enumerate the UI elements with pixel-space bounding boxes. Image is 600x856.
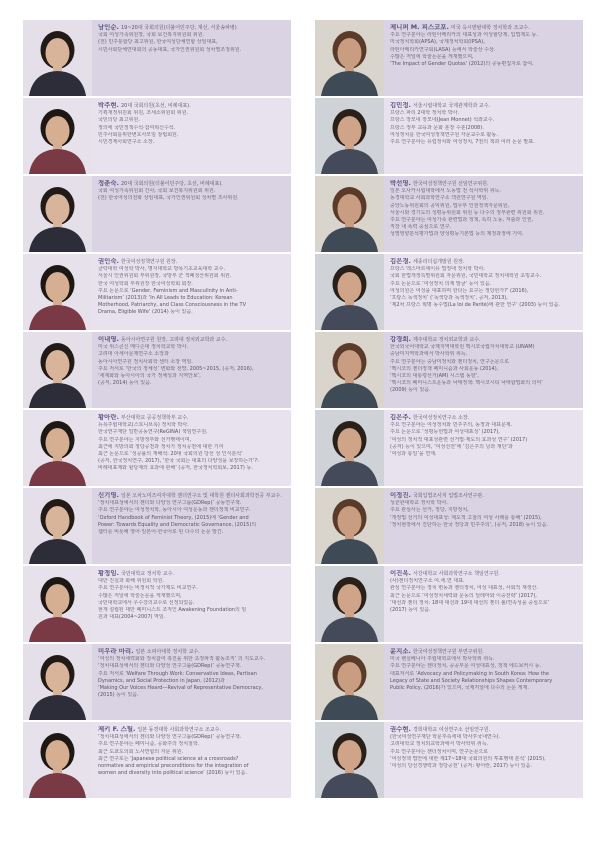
profile-card	[315, 254, 583, 330]
profile-bio	[384, 176, 583, 252]
portrait-image	[23, 332, 92, 408]
bio-first-line	[390, 570, 578, 578]
bio-line: 주요 연구분야는 유럽정치와 여성정치, 7권의 책과 여러 논문 발표.	[390, 139, 535, 146]
bio-line: 국회 한법개정특별위원회 자문위원, 국민대학교 정치대학원 초빙교수.	[390, 273, 542, 280]
bio-first-line	[98, 648, 286, 656]
profile-card	[23, 176, 291, 252]
bio-line: normative and empirical preconditions for the integration of	[98, 763, 249, 770]
portrait-image	[23, 488, 92, 564]
portrait-photo	[23, 20, 92, 96]
bio-line: 중앙노동위원회의 공익위원, 법무부 인권정책자문위원,	[390, 202, 510, 209]
bio-line: (2009) 등이 있음.	[390, 387, 431, 394]
portrait-photo	[315, 20, 384, 96]
bio-line: ‘정치현장에서 진단하는 한국 정당과 민주주의’, (공저, 2018) 등이 있음.	[390, 521, 549, 528]
bio-line: 국회 여성가족위원회 간사, 국회 보건복지위원회 위원.	[98, 188, 216, 195]
bio-line: 주요 논문으로 ‘성평등헌법과 여성대표성’ (2017),	[390, 429, 500, 436]
bio-line: ‘개정법 선거의 여성대표성: 제도적 고찰의 여성 사례를 통해’ (2015),	[390, 514, 542, 521]
bio-line: 주요 연구분야는 지방정부와 선거행태이며,	[98, 436, 192, 443]
person-name: 박주현.	[98, 102, 119, 109]
portrait-photo	[23, 332, 92, 408]
portrait-image	[315, 20, 384, 96]
profile-card	[315, 332, 583, 408]
bio-line: 수많은 저널에 학술논문을 게재했으며,	[98, 592, 182, 599]
bio-line: 대만 진실과 화해 위원회 학원.	[98, 578, 164, 585]
profile-bio	[384, 644, 583, 720]
bio-line: 한국여성정책연구원 선임연구위원.	[412, 181, 489, 187]
bio-line: 주요 연구분야는 여성정치학, 동아시아 여성운동과 젠더정책 비교연구.	[98, 507, 251, 514]
bio-line: 비례대표제와 할당제의 효과에 관해’ (공저, 한국정치학회보, 2017) 등.	[98, 465, 253, 472]
bio-first-line	[98, 570, 286, 578]
bio-line: (한국여성연구재단 학문후속세대 박사후국내연수).	[390, 734, 501, 741]
bio-line: 현재 설립된 대만 페미니스트 조직인 Awakening Foundation의 임	[98, 607, 247, 614]
portrait-photo	[315, 566, 384, 642]
bio-line: 주요 연구분야는 젠더정치이며, 연구논문으로	[390, 748, 489, 755]
portrait-photo	[315, 98, 384, 174]
profile-bio	[384, 488, 583, 564]
portrait-photo	[23, 722, 92, 798]
person-name: 이정진.	[390, 492, 411, 499]
profile-bio	[92, 176, 291, 252]
profile-bio	[384, 20, 583, 96]
bio-line: 국민의당 최고위원.	[98, 117, 140, 124]
portrait-image	[315, 176, 384, 252]
profile-card	[23, 332, 291, 408]
bio-first-line	[390, 258, 578, 266]
person-name: 권수현.	[390, 726, 411, 733]
bio-line: 주요 연구분야는 라틴아메리카의 대표성과 여성할당제, 입법제도 등.	[390, 32, 538, 39]
bio-line: 주요 연구분야는 여성가족 관련법과 정책, 특히 노동, 저출과 인권,	[390, 217, 534, 224]
bio-line: 주요 저서로 ‘한국의 정체성’ 변화와 전망, 2005~2015, (공저, 2016),	[98, 365, 254, 372]
portrait-photo	[315, 644, 384, 720]
bio-line: (2017) 등이 있음.	[390, 607, 431, 614]
bio-line: 주요 논문으로 ‘여성정치 의제 발굴’ 등이 있음.	[390, 280, 492, 287]
person-name: 김은경.	[390, 258, 411, 265]
bio-line: 기획재정위원회 위원, 조세소위원회 위원.	[98, 110, 189, 117]
person-name: 이내영.	[98, 336, 119, 343]
bio-line: 주요 연구분야는 젠더정치, 공공부문 여성대표성, 정책 에드보커시 등.	[390, 663, 542, 670]
bio-line: 미국정치학회(APSA), 국제정치학회(IPSA),	[390, 39, 485, 46]
bio-line: ‘정치대표성에서의 젠더와 다양성 연구그룹(GDRep)’ 공동연구책.	[98, 734, 242, 741]
profile-card	[23, 566, 291, 642]
portrait-image	[315, 488, 384, 564]
bio-line: 주요 연구분야는 페미니즘, 공화주의 정치철학.	[98, 741, 200, 748]
bio-line: 시민사회단체연대회의 공동대표, 국가인권위원회 성차별조정위원.	[98, 46, 242, 53]
bio-line: Drama, Eligible Wife’ (2014) 등이 있음.	[98, 309, 193, 316]
profile-card	[315, 644, 583, 720]
bio-line: 여성의원은 여성을 대표하며 한다는 요구는 정당한가?’ (2016),	[390, 287, 529, 294]
bio-first-line	[98, 24, 286, 32]
bio-line: 민주사회를위한변호사모임 창립회원.	[98, 131, 179, 138]
portrait-photo	[315, 488, 384, 564]
bio-line: 대표저서로 ‘Advocacy and Policymaking in South Korea: How the	[390, 670, 549, 677]
bio-line: 주요 연구분야는 비정치적 국가제도 비교연구.	[98, 585, 198, 592]
bio-line: ‘Making Our Voices Heard―Revival of Representative Democracy,	[98, 685, 263, 692]
bio-first-line	[390, 102, 578, 110]
portrait-image	[23, 410, 92, 486]
bio-line: ‘여성의 당선경쟁력과 정당공천’ (공저: 황아란, 2017) 등이 있음.	[390, 763, 533, 770]
bio-line: 국회입법조사처 입법조사연구관.	[412, 493, 484, 499]
portrait-photo	[23, 176, 92, 252]
bio-line: 20대 국회의원(초선, 비례대표).	[120, 103, 191, 109]
bio-line: 미국 옥시덴탈대학 정치학과 조교수.	[450, 25, 530, 31]
portrait-image	[315, 332, 384, 408]
bio-line: 경희대학교 여성연구소 선임연구원.	[412, 727, 491, 733]
bio-line: 19~20대 국회의원(더불어민주당, 재선, 서울송파병)	[120, 25, 237, 31]
bio-line: 주요 저서로 ‘Welfare Through Work: Conservative Ideas, Partisan	[98, 670, 257, 677]
bio-line: 일본 소피아대학 정치학 교수.	[135, 649, 200, 655]
person-name: 박선영.	[390, 180, 411, 187]
portrait-image	[315, 254, 384, 330]
bio-line: Power: Towards Equality and Democratic Governance, (2015)의	[98, 521, 257, 528]
bio-line: 직장 내 폭력 중심으로 연구.	[390, 224, 452, 231]
bio-line: 중남미지역학과에서 박사학위 취득.	[390, 351, 468, 358]
portrait-image	[23, 176, 92, 252]
profile-card	[23, 644, 291, 720]
person-name: 이진옥.	[390, 570, 411, 577]
portrait-image	[23, 566, 92, 642]
portrait-photo	[315, 176, 384, 252]
bio-line: 주요 연구분야는 중남미정치와 젠더정치, 연구논문으로	[390, 358, 510, 365]
bio-line: 주요 논문으로 ‘Gender, Feminism and Masculinity in Anti-	[98, 287, 238, 294]
bio-line: ‘정치대표성에서의 젠더와 다양성 연구그룹(GDRep)’ 공동연구책.	[98, 500, 242, 507]
person-name: 황정임.	[98, 570, 119, 577]
bio-line: 부산대학교 공공정책학부 교수.	[120, 415, 189, 421]
profile-card	[315, 410, 583, 486]
bio-line: 서울시 인권위원회 부위원장, 국방부 군 적폐청산위원회 위원.	[98, 273, 232, 280]
person-name: 정춘숙.	[98, 180, 119, 187]
bio-line: Militarism’ (2013)과 ‘In All Leads to Education: Korean	[98, 295, 233, 302]
bio-line: 성균관대학교 정치학 박사.	[390, 500, 448, 507]
profile-bio	[384, 722, 583, 798]
bio-line: 최근 연구로는 ‘Japanese political science at a crossroads?	[98, 755, 239, 762]
bio-line: (전) 한국여성의전화 상임대표, 국가인권위원회 성차별 조사위원.	[98, 195, 239, 202]
bio-line: 챕터를 비롯해 영어·일본어·한국어로 된 다수의 논문 발간.	[98, 529, 224, 536]
bio-line: 일본 오차노미즈여자대학 젠더연구소 및 대학원 젠더사회과학전공 부교수.	[120, 493, 282, 499]
profile-bio	[384, 98, 583, 174]
bio-line: 동아시아연구원 원장, 고려대 정치외교학과 교수.	[120, 337, 228, 343]
person-name: 강경희.	[390, 336, 411, 343]
profile-bio	[92, 20, 291, 96]
bio-line: 한국 여성학회 부위원장 한국여성학회 회장.	[98, 280, 193, 287]
portrait-photo	[23, 410, 92, 486]
bio-line: 여성정치를 한국여성정책연구원 자문교수로 활동.	[390, 131, 498, 138]
bio-line: 한국외국어대학교 국제지역대학원 멕시코국립자치대학교 (UNAM)	[390, 344, 535, 351]
person-name: 김민정.	[390, 102, 411, 109]
bio-line: 제주대학교 정치외교학과 교수.	[412, 337, 481, 343]
profile-bio	[92, 410, 291, 486]
bio-first-line	[390, 24, 578, 32]
profile-card	[315, 20, 583, 96]
bio-first-line	[98, 414, 286, 422]
bio-first-line	[390, 648, 578, 656]
bio-line: 미국 위스콘신 메디슨대 정치학교학 박사.	[98, 344, 189, 351]
bio-line: Legacy of State and Society Relationships Shapes Contemporary	[390, 677, 553, 684]
profile-card	[315, 488, 583, 564]
bio-line: 미국 펜실베니아 주립대학교에서 박사학위 취득.	[390, 656, 495, 663]
bio-line: 수많은 저널에 학술논문을 게재했으며,	[390, 53, 474, 60]
portrait-image	[315, 566, 384, 642]
profile-card	[23, 20, 291, 96]
bio-line: (전) 민주통합당 최고위원, 한국여성단체연합 상임대표,	[98, 39, 218, 46]
person-name: 제키 F. 스틸.	[98, 726, 136, 733]
bio-line: 국민대학교에서 우수강의교수로 선정되었음.	[98, 599, 195, 606]
bio-first-line	[98, 258, 286, 266]
bio-line: 세종리더십개발원 원장.	[412, 259, 465, 265]
bio-line: ‘여성의 정치세력화와 정치참여 촉진을 위한 초정파적 활동조직’ 의 지도교수.	[98, 656, 266, 663]
bio-line: 동아시아연구원 정치사회학 센터 소장 역임.	[98, 358, 193, 365]
profile-card	[23, 722, 291, 798]
bio-line: ‘정치대표성에서의 젠더와 다양성 연구그룹(GDRep)’ 공동연구책.	[98, 663, 242, 670]
bio-line: 국회 여성가족위원장, 국회 보건복지위원회 위원.	[98, 32, 205, 39]
bio-line: Dynamics, and Social Protection in Japan, (2012)과	[98, 677, 225, 684]
bio-line: 국민대학교 정치학 교수.	[120, 571, 175, 577]
bio-line: ‘여성과 통일’을 연재.	[390, 451, 437, 458]
person-name: 미우라 마리.	[98, 648, 134, 655]
profile-card	[315, 98, 583, 174]
portrait-photo	[315, 332, 384, 408]
bio-first-line	[390, 414, 578, 422]
bio-line: (공저, 2014) 등이 있음.	[98, 380, 152, 387]
bio-line: 한국여성정치연구소 소장.	[412, 415, 470, 421]
person-name: 제니퍼 M. 피스코포.	[390, 24, 449, 31]
bio-line: 일본 오사카시립대학에서 노동법 전 석사학위 취득.	[390, 188, 501, 195]
bio-line: 프랑스 엑스마르세이유 법정대 정치학 박사.	[390, 266, 485, 273]
person-name: 신기영.	[98, 492, 119, 499]
bio-line: (공저, 한국정치연구, 2017), ‘한국 국회는 대표의 다양성을 보장하는가’?:	[98, 458, 259, 465]
profile-bio	[384, 332, 583, 408]
bio-line: 한국연구재단 일반공동연구(ReGINA) 책임연구원.	[98, 429, 208, 436]
bio-first-line	[98, 336, 286, 344]
profile-card	[23, 410, 291, 486]
bio-line: Motherhood, Patriarchy, and Class Consciousness in the TV	[98, 302, 247, 309]
bio-line: 주요 연구분야는 여성정치와 민주주의, 동정과 대표문제.	[390, 422, 513, 429]
bio-line: 프랑스 정부 교육과 문화 훈장 수훈(2008).	[390, 124, 484, 131]
bio-line: ‘멕시코의 페미니스트운동과 낙태정책: 멕시코시티 낙태합법화의 의미’	[390, 380, 543, 387]
bio-first-line	[98, 180, 286, 188]
bio-line: ‘멕시코의 젠더정책 페미니즘과 사회운동 (2014),	[390, 365, 499, 372]
bio-line: 최근에 지방의회 정당공천과 정치가 정치공천에 대한 기여	[98, 443, 224, 450]
bio-line: (사)젠더정치연구소 여.세.연 대표.	[390, 578, 465, 585]
portrait-image	[315, 410, 384, 486]
bio-line: 한국여성정책연구원 부연구위원.	[412, 649, 484, 655]
profile-bio	[92, 644, 291, 720]
profile-bio	[92, 722, 291, 798]
portrait-image	[23, 722, 92, 798]
bio-line: 최근 논문으로 ‘성공률의 재해석: 20대 국회의원 당선 성 인식분석’	[98, 451, 243, 458]
bio-line: ‘대선과 젠더 정치: 18대 대선과 19대 대선의 젠더 불/연속성을 중심으로’	[390, 599, 550, 606]
profile-card	[23, 254, 291, 330]
bio-line: ‘여성의 정치적 대표성관련 선거법·제도의 효과성 연구’ (2017)	[390, 436, 528, 443]
bio-first-line	[98, 492, 286, 500]
bio-line: 라틴아메리카연구회(LASA) 등에서 학술상 수상.	[390, 46, 496, 53]
bio-line: 최근 도쿄도의회 노사연합의 자문 위원.	[98, 748, 184, 755]
portrait-photo	[23, 488, 92, 564]
bio-line: ‘Oxford Handbook of Feminist Theory, (2015)에 ‘Gender and	[98, 514, 249, 521]
bio-line: 일본 동경대학 사회과학연구소 조교수.	[137, 727, 222, 733]
bio-line: ‘멕시코의 대통령선거(AM) 시스템 동향’,	[390, 373, 479, 380]
bio-line: 서강대학교 사회과학연구소 책임연구원.	[412, 571, 500, 577]
bio-first-line	[390, 726, 578, 734]
bio-line: ‘프랑스 녹색정치’ (‘녹색당과 녹색정치’, 공저, 2013),	[390, 295, 508, 302]
bio-line: 서울시립대학교 국제관계학과 교수.	[412, 103, 491, 109]
bio-line: 원과 대표(2004~2007) 역임.	[98, 614, 166, 621]
bio-line: ‘The Impact of Gender Quotas’ (2012)의 공동편집자로 참여.	[390, 61, 534, 68]
portrait-image	[23, 98, 92, 174]
portrait-photo	[23, 98, 92, 174]
person-name: 윤지소.	[390, 648, 411, 655]
bio-line: 프랑스 장모네 장모네(Jean Monnet) 석좌교수.	[390, 117, 495, 124]
profile-bio	[384, 254, 583, 330]
person-name: 남인순.	[98, 24, 119, 31]
profile-card	[23, 488, 291, 564]
bio-line: ‘여성정책 법안에 대한 제17~18대 국회의원의 투표행태 분석’ (2015),	[390, 755, 546, 762]
bio-line: Public Policy, (2016)가 있으며, 국제저널에 다수의 논문 게재.	[390, 685, 529, 692]
bio-first-line	[98, 726, 286, 734]
bio-first-line	[390, 492, 578, 500]
profile-card	[315, 722, 583, 798]
bio-line: 정의에 국민정책수석·참여혁신수석.	[98, 124, 176, 131]
bio-line: 최근 논문으로 ‘여성정치세력화 운동의 딜레마와 이중전략’ (2017),	[390, 592, 537, 599]
portrait-photo	[315, 722, 384, 798]
bio-first-line	[390, 180, 578, 188]
portrait-image	[315, 644, 384, 720]
bio-line: 한국여성정책연구원 원장.	[120, 259, 178, 265]
portrait-image	[23, 20, 92, 96]
portrait-photo	[23, 644, 92, 720]
profile-bio	[92, 332, 291, 408]
bio-line: 주요 관심사는 선거, 정당, 지방정치,	[390, 507, 469, 514]
portrait-image	[315, 722, 384, 798]
bio-line: 뉴욕주립대학교(스토니브룩) 정치학 박사.	[98, 422, 189, 429]
profile-grid	[23, 20, 585, 798]
portrait-photo	[315, 254, 384, 330]
bio-line: 동경대학교 사회과학연구소 객원연구원 역임.	[390, 195, 489, 202]
bio-line: 고려대 아세아문제연구소 소장과	[98, 351, 169, 358]
profile-bio	[384, 566, 583, 642]
bio-line: 성별영향분석평가법과 양성평등기본법 등의 제정과정에 기여.	[390, 231, 524, 238]
profile-bio	[92, 254, 291, 330]
bio-line: 시민경제사회연구소 소장.	[98, 139, 155, 146]
profile-bio	[384, 410, 583, 486]
bio-line: (2015) 등이 있음.	[98, 692, 139, 699]
person-name: 황아란.	[98, 414, 119, 421]
bio-line: 서울시와 경기도의 성평등위원회 위원 등 다수의 정부관련 위원회 위원.	[390, 209, 545, 216]
bio-first-line	[98, 102, 286, 110]
portrait-photo	[23, 566, 92, 642]
bio-line: ‘제2차 프랑스 혁명 동수법(La loi de Parité)에 관한 연구’ (2003) 등이 있음.	[390, 302, 561, 309]
portrait-image	[315, 98, 384, 174]
bio-line: 프랑스 파리 2대학 정치학 박사.	[390, 110, 460, 117]
portrait-image	[23, 644, 92, 720]
portrait-image	[23, 254, 92, 330]
profile-card	[315, 566, 583, 642]
bio-first-line	[390, 336, 578, 344]
bio-line: women and diversity into political science’ (2016) 등이 있음.	[98, 770, 248, 777]
person-name: 권인숙.	[98, 258, 119, 265]
bio-line: ‘세계화와 동아시아의 국가 정체성과 지역안보’,	[98, 373, 201, 380]
portrait-photo	[315, 410, 384, 486]
bio-line: (공저) 등이 있으며, ‘여성선전’에 ‘김은주의 낭과 재단’과	[390, 443, 513, 450]
bio-line: 고려대학교 정치외교학과에서 박사학위 취득.	[390, 741, 489, 748]
portrait-photo	[23, 254, 92, 330]
profile-bio	[92, 98, 291, 174]
profile-bio	[92, 488, 291, 564]
bio-line: 관심 연구분야는 정치 변동과 젠더정치, 여성 대표성, 사회적 재생산.	[390, 585, 538, 592]
profile-bio	[92, 566, 291, 642]
bio-line: 20대 국회의원(더불어민주당, 초선, 비례대표).	[120, 181, 223, 187]
bio-line: 클락대학 여성학 박사, 명지대학교 방목기초교육대학 교수.	[98, 266, 226, 273]
profile-card	[23, 98, 291, 174]
person-name: 김은주.	[390, 414, 411, 421]
profile-card	[315, 176, 583, 252]
